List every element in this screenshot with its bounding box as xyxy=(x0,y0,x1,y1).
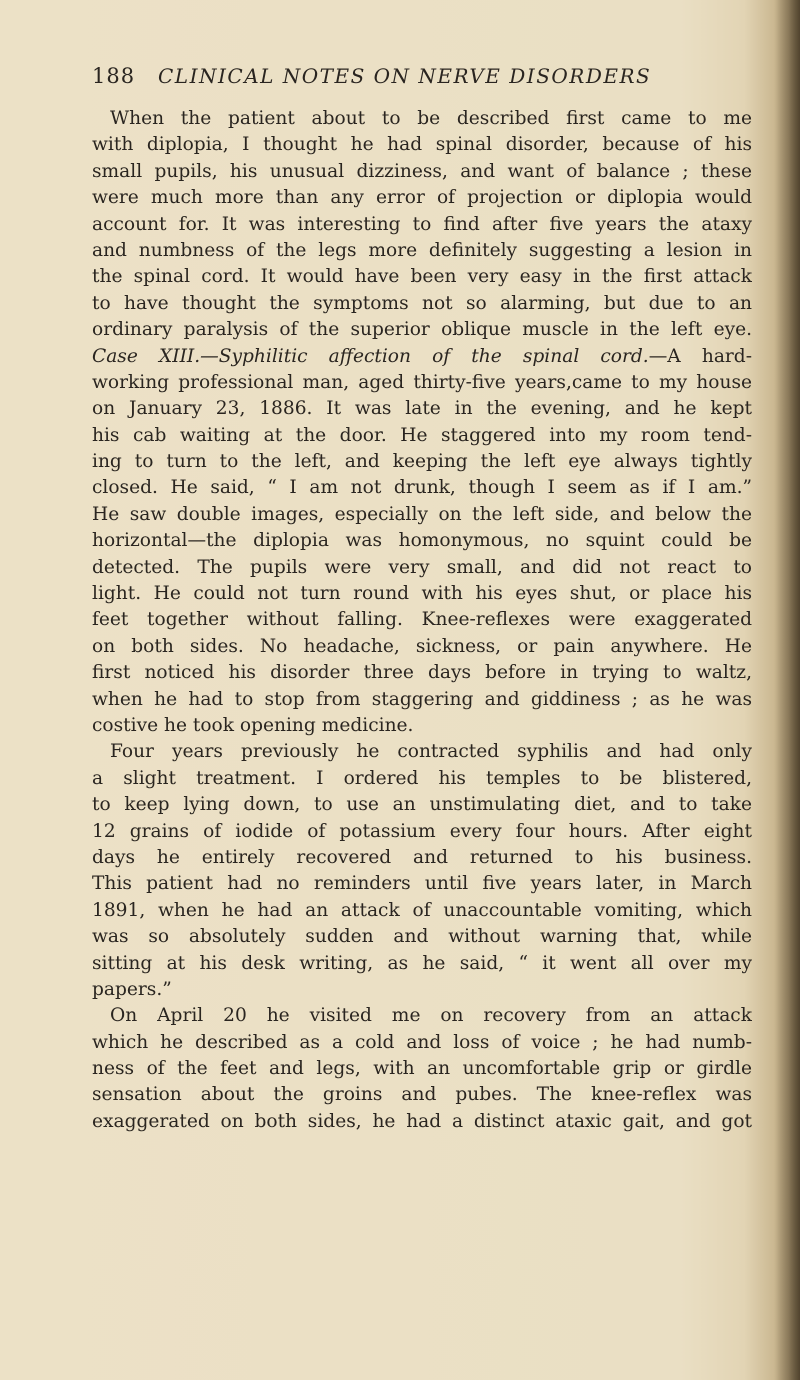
text-line: This patient had no reminders until five years later, in March xyxy=(92,873,752,895)
text-line: on both sides. No headache, sickness, or pain anywhere. He xyxy=(92,635,752,657)
text-line: with diplopia, I thought he had spinal disorder, because of his xyxy=(92,134,752,156)
text-line: closed. He said, “ I am not drunk, though I seem as if I am.” xyxy=(92,477,752,499)
text-line: which he described as a cold and loss of voice ; he had numb- xyxy=(92,1031,752,1053)
text-line: ing to turn to the left, and keeping the left eye always tightly xyxy=(92,451,752,473)
text-line: working professional man, aged thirty-five years,came to my house xyxy=(92,371,752,393)
text-line: on January 23, 1886. It was late in the evening, and he kept xyxy=(92,398,752,420)
page-number: 188 xyxy=(92,64,136,88)
text-line: He saw double images, especially on the left side, and below the xyxy=(92,503,752,525)
page-header xyxy=(92,64,752,96)
text-line: 1891, when he had an attack of unaccountable vomiting, which xyxy=(92,899,752,921)
text-line: small pupils, his unusual dizziness, and want of balance ; these xyxy=(92,160,752,182)
page-edge-shadow xyxy=(774,0,800,1380)
text-line: light. He could not turn round with his eyes shut, or place his xyxy=(92,583,752,605)
text-line: the spinal cord. It would have been very easy in the first attack xyxy=(92,266,752,288)
text-line: ness of the feet and legs, with an uncomfortable grip or girdle xyxy=(92,1058,752,1080)
text-line: detected. The pupils were very small, and did not react to xyxy=(92,556,752,578)
text-line: On April 20 he visited me on recovery from an attack xyxy=(110,1005,752,1027)
text-line: were much more than any error of projection or diplopia would xyxy=(92,187,752,209)
text-line: was so absolutely sudden and without warning that, while xyxy=(92,926,752,948)
text-line: ordinary paralysis of the superior oblique muscle in the left eye. xyxy=(92,319,752,341)
text-line: feet together without falling. Knee-reflexes were exaggerated xyxy=(92,609,752,631)
body-text xyxy=(92,106,752,1135)
text-line: his cab waiting at the door. He staggered into my room tend- xyxy=(92,424,752,446)
text-line: exaggerated on both sides, he had a distinct ataxic gait, and got xyxy=(92,1110,752,1132)
text-line: days he entirely recovered and returned to his business. xyxy=(92,846,752,868)
text-line: first noticed his disorder three days before in trying to waltz, xyxy=(92,662,752,684)
text-line: costive he took opening medicine. xyxy=(92,714,414,736)
running-head: CLINICAL NOTES ON NERVE DISORDERS xyxy=(158,64,652,88)
case-heading: Case XIII.—Syphilitic affection of the spinal cord. xyxy=(92,345,649,367)
text-line: account for. It was interesting to find after five years the ataxy xyxy=(92,213,752,235)
text-line: sensation about the groins and pubes. The knee-reflex was xyxy=(92,1084,752,1106)
text-line: a slight treatment. I ordered his temples to be blistered, xyxy=(92,767,752,789)
text-line: and numbness of the legs more definitely suggesting a lesion in xyxy=(92,239,752,261)
text-line: horizontal—the diplopia was homonymous, no squint could be xyxy=(92,530,752,552)
text-line: 12 grains of iodide of potassium every four hours. After eight xyxy=(92,820,752,842)
text-line: to keep lying down, to use an unstimulating diet, and to take xyxy=(92,794,752,816)
text-line: papers.” xyxy=(92,978,172,1000)
text-line: Four years previously he contracted syphilis and had only xyxy=(110,741,752,763)
text-line: When the patient about to be described first came to me xyxy=(110,108,752,129)
text-line: sitting at his desk writing, as he said, “ it went all over my xyxy=(92,952,752,974)
text-line: when he had to stop from staggering and giddiness ; as he was xyxy=(92,688,752,710)
case-heading-line xyxy=(92,344,752,370)
case-heading-continuation: —A hard- xyxy=(648,345,752,367)
text-line: to have thought the symptoms not so alarming, but due to an xyxy=(92,292,752,314)
